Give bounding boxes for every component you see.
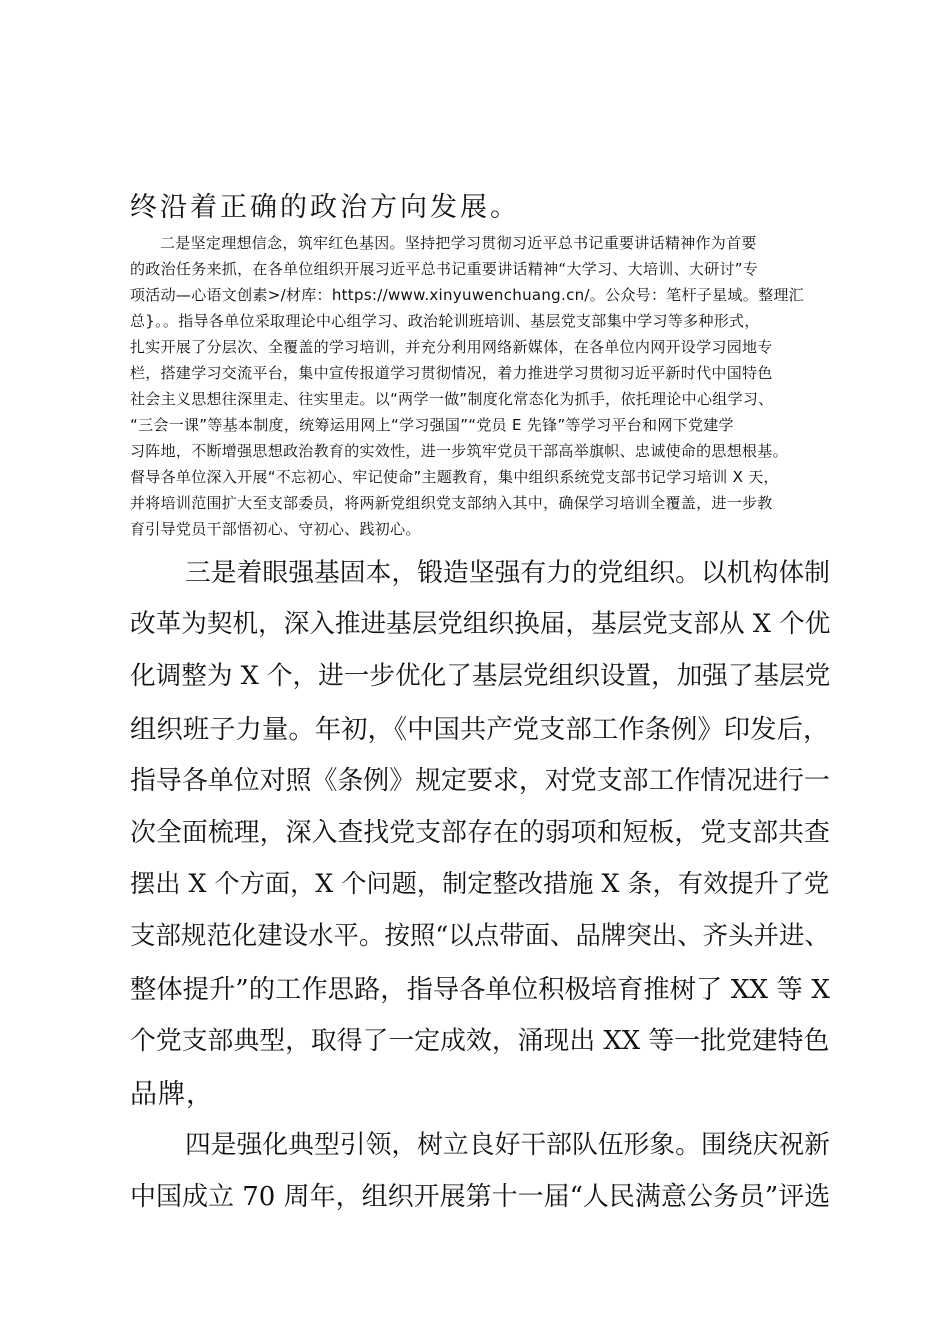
section-two-line: 扎实开展了分层次、全覆盖的学习培训，并充分利用网络新媒体，在各单位内网开设学习园地专 bbox=[130, 338, 773, 356]
section-two-line: 育引导党员干部悟初心、守初心、践初心。 bbox=[130, 520, 421, 538]
section-three-line: 摆出 X 个方面，X 个问题，制定整改措施 X 条，有效提升了党 bbox=[130, 869, 830, 898]
section-two-line: 并将培训范围扩大至支部委员，将两新党组织党支部纳入其中，确保学习培训全覆盖，进一步教 bbox=[130, 494, 773, 512]
section-two-line: 栏，搭建学习交流平台，集中宣传报道学习贯彻情况，着力推进学习贯彻习近平新时代中国特色 bbox=[130, 364, 773, 382]
section-three-line: 整体提升”的工作思路，指导各单位积极培育推树了 XX 等 X bbox=[130, 975, 830, 1005]
section-two-line: 社会主义思想往深里走、往实里走。以“两学一做”制度化常态化为抓手，依托理论中心组学习、 bbox=[130, 390, 774, 408]
section-two-line: 二是坚定理想信念，筑牢红色基因。坚持把学习贯彻习近平总书记重要讲话精神作为首要 bbox=[160, 234, 757, 252]
section-two-line: 项活动—心语文创素>/材库：https://www.xinyuwenchuang.cn/。公众号：笔杆子星域。整理汇 bbox=[130, 286, 804, 304]
section-four-line: 四是强化典型引领，树立良好干部队伍形象。围绕庆祝新 bbox=[185, 1130, 830, 1160]
section-three-line: 次全面梳理，深入查找党支部存在的弱项和短板，党支部共查 bbox=[130, 818, 830, 848]
section-three-line: 指导各单位对照《条例》规定要求，对党支部工作情况进行一 bbox=[130, 766, 830, 796]
opening-line: 终沿着正确的政治方向发展。 bbox=[130, 192, 520, 223]
section-two-line: 习阵地，不断增强思想政治教育的实效性，进一步筑牢党员干部高举旗帜、忠诚使命的思想根基。 bbox=[130, 442, 788, 460]
section-three-line: 三是着眼强基固本，锻造坚强有力的党组织。以机构体制 bbox=[185, 558, 830, 588]
section-three-line: 个党支部典型，取得了一定成效，涌现出 XX 等一批党建特色 bbox=[130, 1026, 830, 1056]
section-two-line: 的政治任务来抓，在各单位组织开展习近平总书记重要讲话精神“大学习、大培训、大研讨”专 bbox=[130, 260, 759, 278]
section-three-line: 改革为契机，深入推进基层党组织换届，基层党支部从 X 个优 bbox=[130, 609, 831, 639]
section-two-line: 督导各单位深入开展“不忘初心、牢记使命”主题教育，集中组织系统党支部书记学习培训 X 天， bbox=[130, 468, 779, 486]
section-three-line: 支部规范化建设水平。按照“以点带面、品牌突出、齐头并进、 bbox=[130, 920, 830, 950]
section-three-line: 组织班子力量。年初，《中国共产党支部工作条例》印发后， bbox=[130, 714, 830, 745]
section-three-line: 品牌， bbox=[130, 1079, 214, 1110]
section-four-line: 中国成立 70 周年，组织开展第十一届“人民满意公务员”评选 bbox=[130, 1182, 831, 1212]
section-two-line: “三会一课”等基本制度，统筹运用网上“学习强国”“党员 E 先锋”等学习平台和网下党建学 bbox=[130, 416, 734, 434]
section-three-line: 化调整为 X 个，进一步优化了基层党组织设置，加强了基层党 bbox=[130, 661, 831, 691]
section-two-line: 总}。。指导各单位采取理论中心组学习、政治轮训班培训、基层党支部集中学习等多种形式， bbox=[130, 312, 760, 330]
